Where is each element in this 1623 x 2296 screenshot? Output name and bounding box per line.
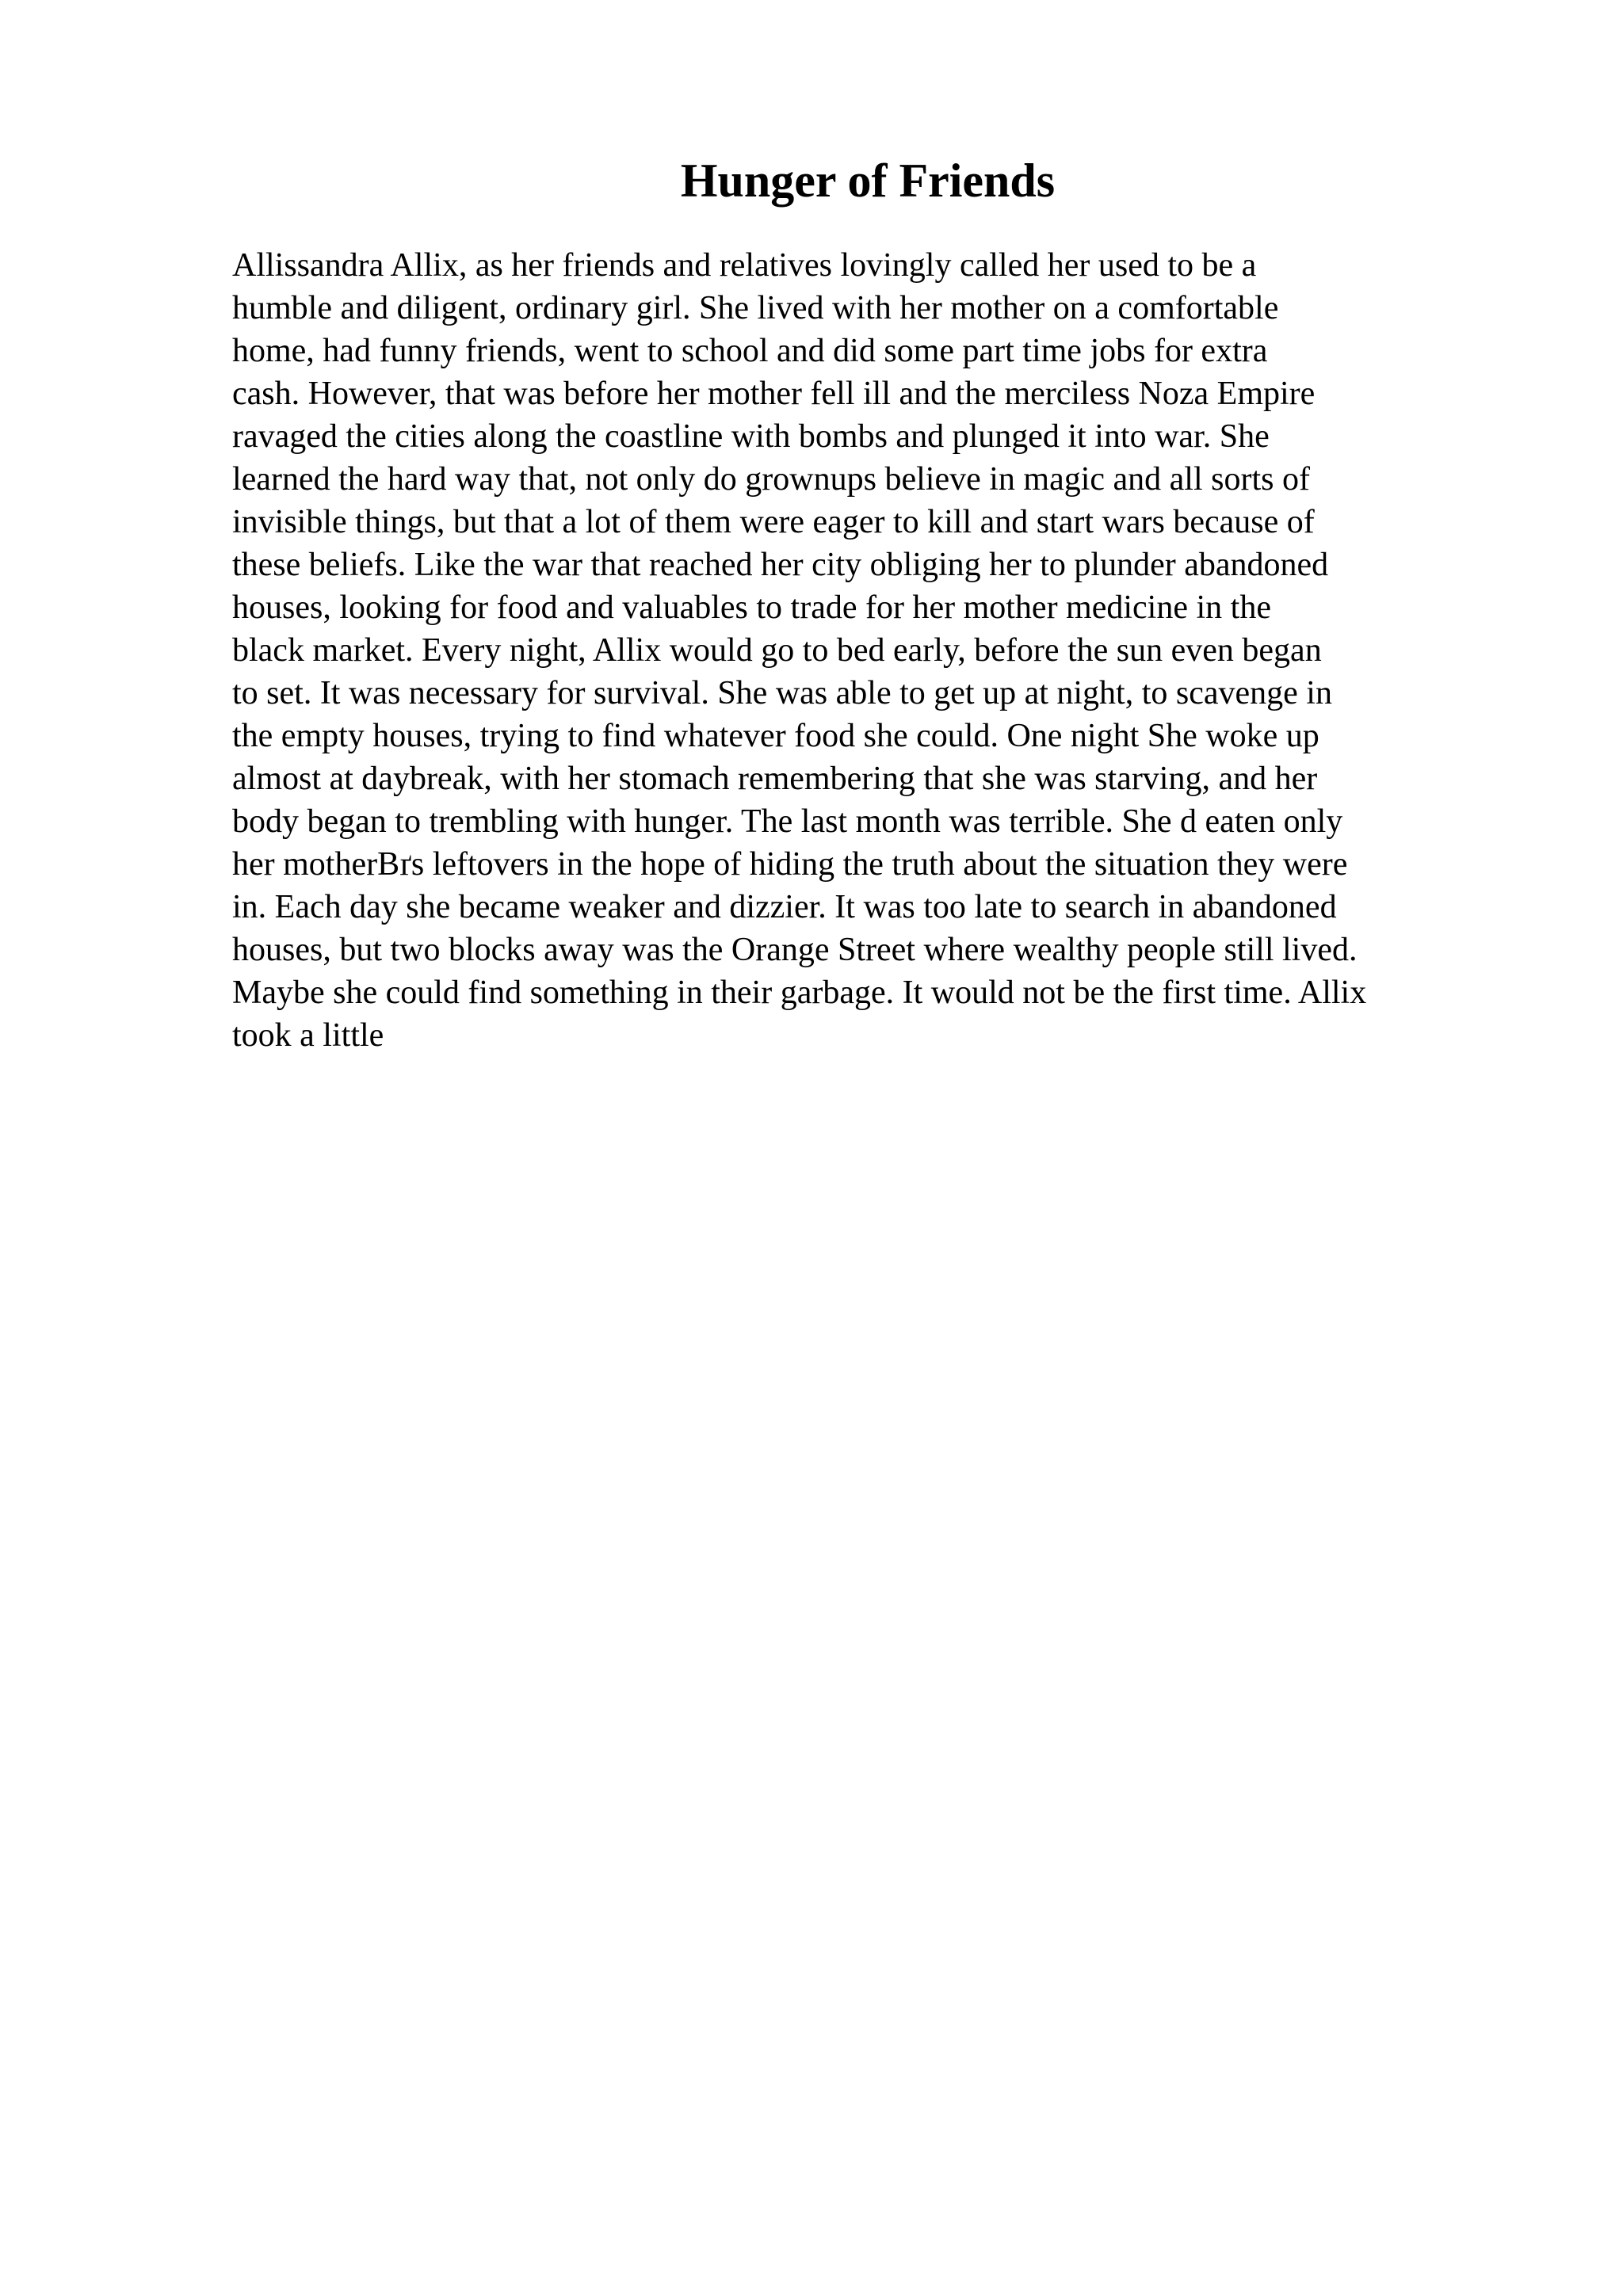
document-title: Hunger of Friends <box>680 154 1056 207</box>
body-line: black market. Every night, Allix would go to bed early, before the sun even began <box>232 632 1322 669</box>
body-line: Allissandra Allix, as her friends and relatives lovingly called her used to be a <box>232 247 1257 284</box>
body-line: houses, but two blocks away was the Orange Street where wealthy people still lived. <box>232 932 1358 968</box>
body-line: these beliefs. Like the war that reached her city obliging her to plunder abandoned <box>232 547 1329 583</box>
document-body <box>232 244 1532 1057</box>
body-line: body began to trembling with hunger. The last month was terrible. She d eaten only <box>232 803 1343 840</box>
body-line: almost at daybreak, with her stomach remembering that she was starving, and her <box>232 761 1318 797</box>
body-line: the empty houses, trying to find whatever food she could. One night She woke up <box>232 718 1319 754</box>
body-line: her motherBґs leftovers in the hope of hiding the truth about the situation they were <box>232 846 1348 883</box>
body-line: took a little <box>232 1017 384 1054</box>
body-line: invisible things, but that a lot of them were eager to kill and start wars because of <box>232 504 1315 540</box>
body-line: learned the hard way that, not only do grownups believe in magic and all sorts of <box>232 461 1310 498</box>
body-line: home, had funny friends, went to school and did some part time jobs for extra <box>232 333 1268 369</box>
body-line: to set. It was necessary for survival. She was able to get up at night, to scavenge in <box>232 675 1332 711</box>
body-line: humble and diligent, ordinary girl. She lived with her mother on a comfortable <box>232 290 1279 326</box>
body-line: Maybe she could find something in their garbage. It would not be the first time. Allix <box>232 974 1367 1011</box>
body-line: cash. However, that was before her mother fell ill and the merciless Noza Empire <box>232 376 1316 412</box>
body-line: houses, looking for food and valuables to trade for her mother medicine in the <box>232 589 1271 626</box>
body-line: ravaged the cities along the coastline with bombs and plunged it into war. She <box>232 418 1270 455</box>
body-line: in. Each day she became weaker and dizzier. It was too late to search in abandoned <box>232 889 1337 925</box>
